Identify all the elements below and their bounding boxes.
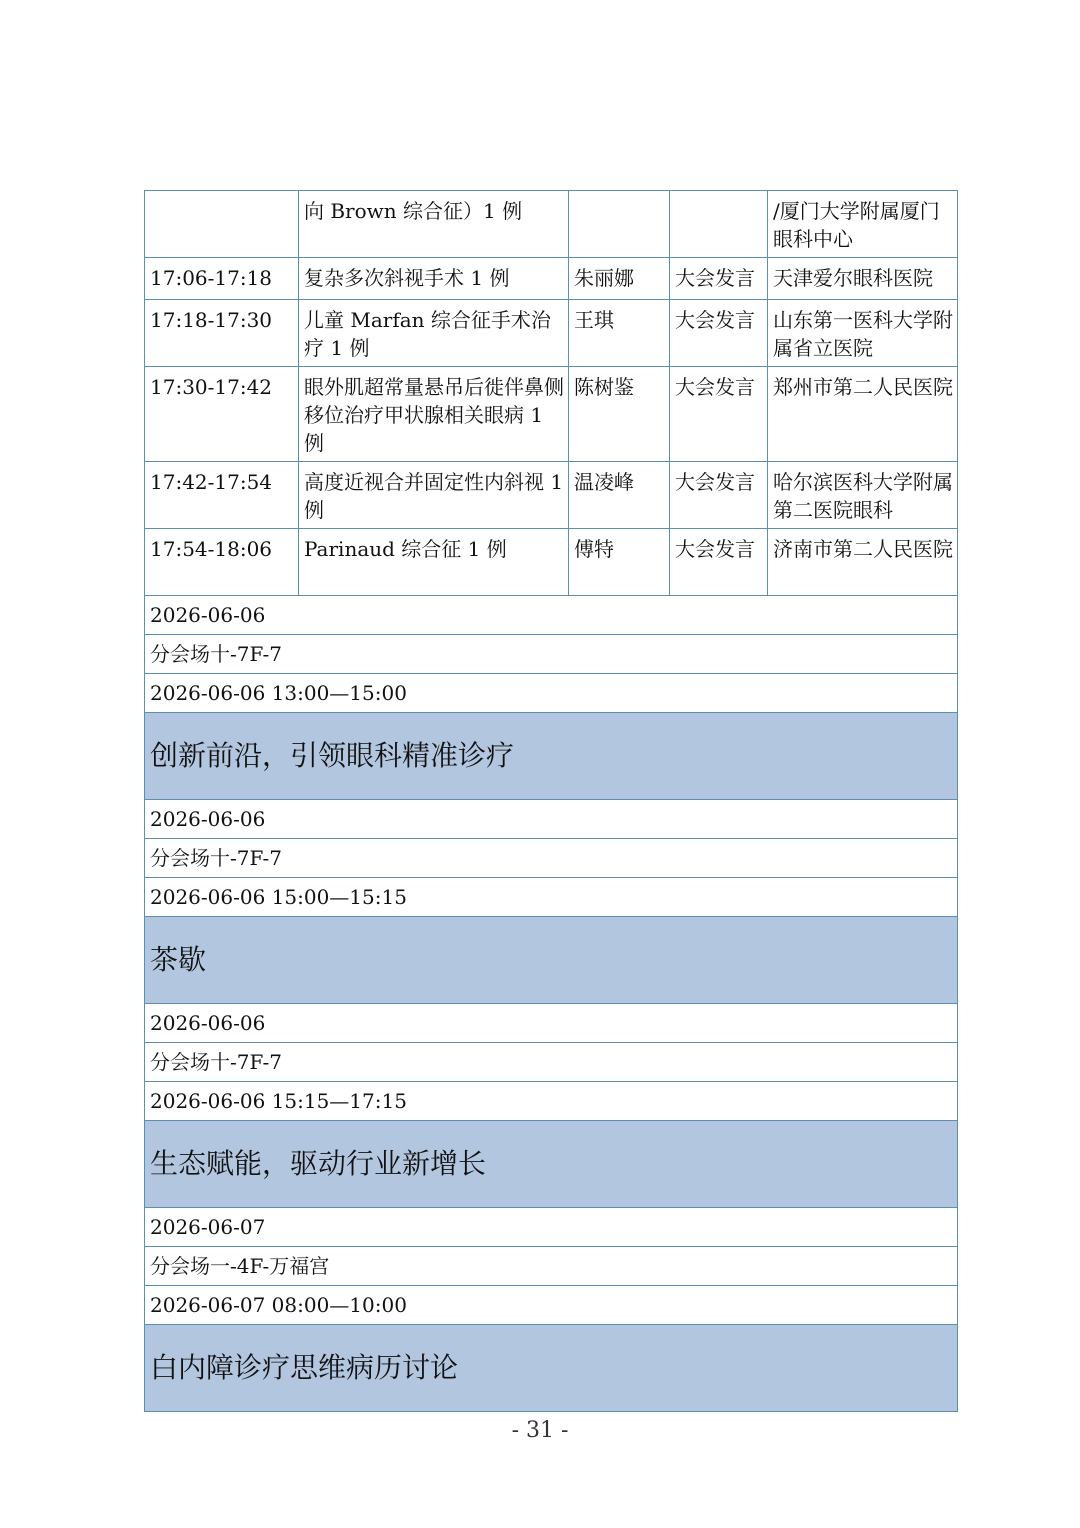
session-venue: 分会场十-7F-7 bbox=[145, 635, 958, 674]
talk-title: 眼外肌超常量悬吊后徙伴鼻侧移位治疗甲状腺相关眼病 1 例 bbox=[299, 367, 569, 462]
session-title-row bbox=[145, 1121, 958, 1208]
talk-type bbox=[670, 191, 768, 258]
page-number: - 31 - bbox=[511, 1418, 569, 1443]
session-timespan: 2026-06-06 13:00—15:00 bbox=[145, 674, 958, 713]
talk-time: 17:06-17:18 bbox=[145, 258, 299, 300]
session-venue: 分会场一-4F-万福宫 bbox=[145, 1247, 958, 1286]
session-date: 2026-06-06 bbox=[145, 1004, 958, 1043]
talk-row bbox=[145, 300, 958, 367]
session-venue-row bbox=[145, 1247, 958, 1286]
session-timespan: 2026-06-06 15:15—17:15 bbox=[145, 1082, 958, 1121]
talk-speaker: 傅特 bbox=[569, 529, 670, 596]
talk-time bbox=[145, 191, 299, 258]
session-venue: 分会场十-7F-7 bbox=[145, 1043, 958, 1082]
session-title: 茶歇 bbox=[145, 917, 958, 1004]
talk-type: 大会发言 bbox=[670, 258, 768, 300]
session-title: 创新前沿，引领眼科精准诊疗 bbox=[145, 713, 958, 800]
talk-row bbox=[145, 529, 958, 596]
session-date: 2026-06-06 bbox=[145, 800, 958, 839]
session-time-row bbox=[145, 878, 958, 917]
session-venue-row bbox=[145, 839, 958, 878]
talk-speaker: 王琪 bbox=[569, 300, 670, 367]
talk-institution: 哈尔滨医科大学附属第二医院眼科 bbox=[768, 462, 958, 529]
session-date: 2026-06-06 bbox=[145, 596, 958, 635]
talk-time: 17:42-17:54 bbox=[145, 462, 299, 529]
talk-title: 复杂多次斜视手术 1 例 bbox=[299, 258, 569, 300]
session-title-row bbox=[145, 713, 958, 800]
session-title: 生态赋能，驱动行业新增长 bbox=[145, 1121, 958, 1208]
session-timespan: 2026-06-06 15:00—15:15 bbox=[145, 878, 958, 917]
talk-title: 向 Brown 综合征）1 例 bbox=[299, 191, 569, 258]
session-venue-row bbox=[145, 1043, 958, 1082]
talk-institution: 山东第一医科大学附属省立医院 bbox=[768, 300, 958, 367]
session-title-row bbox=[145, 917, 958, 1004]
session-timespan: 2026-06-07 08:00—10:00 bbox=[145, 1286, 958, 1325]
talk-institution: /厦门大学附属厦门眼科中心 bbox=[768, 191, 958, 258]
talk-speaker: 朱丽娜 bbox=[569, 258, 670, 300]
talk-time: 17:18-17:30 bbox=[145, 300, 299, 367]
session-title-row bbox=[145, 1325, 958, 1412]
talk-speaker: 温凌峰 bbox=[569, 462, 670, 529]
talk-institution: 济南市第二人民医院 bbox=[768, 529, 958, 596]
talk-institution: 天津爱尔眼科医院 bbox=[768, 258, 958, 300]
session-date-row bbox=[145, 596, 958, 635]
talk-row bbox=[145, 462, 958, 529]
talk-time: 17:54-18:06 bbox=[145, 529, 299, 596]
talk-row bbox=[145, 367, 958, 462]
session-date: 2026-06-07 bbox=[145, 1208, 958, 1247]
talk-speaker bbox=[569, 191, 670, 258]
session-date-row bbox=[145, 1004, 958, 1043]
talk-title: Parinaud 综合征 1 例 bbox=[299, 529, 569, 596]
talk-speaker: 陈树鉴 bbox=[569, 367, 670, 462]
session-venue: 分会场十-7F-7 bbox=[145, 839, 958, 878]
session-date-row bbox=[145, 800, 958, 839]
talk-type: 大会发言 bbox=[670, 529, 768, 596]
talk-type: 大会发言 bbox=[670, 462, 768, 529]
talk-type: 大会发言 bbox=[670, 367, 768, 462]
session-date-row bbox=[145, 1208, 958, 1247]
session-time-row bbox=[145, 674, 958, 713]
talk-type: 大会发言 bbox=[670, 300, 768, 367]
talk-row bbox=[145, 258, 958, 300]
session-time-row bbox=[145, 1286, 958, 1325]
talk-row bbox=[145, 191, 958, 258]
session-time-row bbox=[145, 1082, 958, 1121]
talk-time: 17:30-17:42 bbox=[145, 367, 299, 462]
talk-title: 儿童 Marfan 综合征手术治疗 1 例 bbox=[299, 300, 569, 367]
talk-title: 高度近视合并固定性内斜视 1 例 bbox=[299, 462, 569, 529]
schedule-table bbox=[144, 190, 958, 1412]
session-title: 白内障诊疗思维病历讨论 bbox=[145, 1325, 958, 1412]
session-venue-row bbox=[145, 635, 958, 674]
talk-institution: 郑州市第二人民医院 bbox=[768, 367, 958, 462]
